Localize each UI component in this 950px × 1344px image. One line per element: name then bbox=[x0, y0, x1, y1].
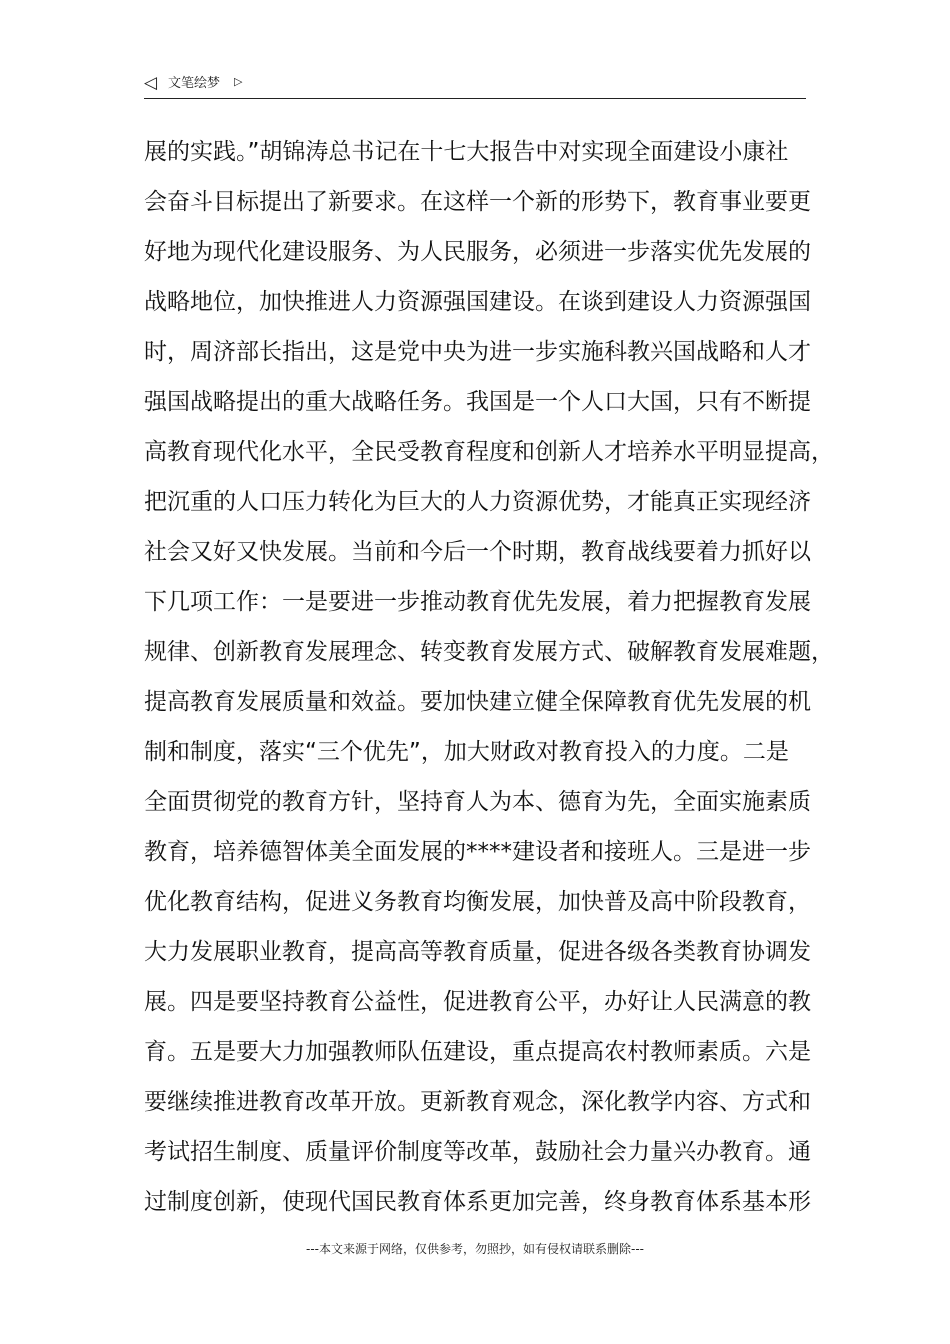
right-triangle-icon: ▷ bbox=[234, 75, 243, 88]
body-line: 育。五是要大力加强教师队伍建设，重点提高农村教师素质。六是 bbox=[144, 1039, 811, 1065]
document-body bbox=[144, 130, 834, 1230]
body-line: 高教育现代化水平，全民受教育程度和创新人才培养水平明显提高， bbox=[144, 439, 834, 465]
body-line: 展的实践。”胡锦涛总书记在十七大报告中对实现全面建设小康社 bbox=[144, 139, 789, 165]
body-line: 大力发展职业教育，提高高等教育质量，促进各级各类教育协调发 bbox=[144, 939, 811, 965]
page-header bbox=[144, 72, 806, 99]
body-line: 提高教育发展质量和效益。要加快建立健全保障教育优先发展的机 bbox=[144, 689, 811, 715]
body-line: 战略地位，加快推进人力资源强国建设。在谈到建设人力资源强国 bbox=[144, 289, 811, 315]
body-line: 下几项工作：一是要进一步推动教育优先发展，着力把握教育发展 bbox=[144, 589, 811, 615]
body-line: 社会又好又快发展。当前和今后一个时期，教育战线要着力抓好以 bbox=[144, 539, 811, 565]
body-line: 过制度创新，使现代国民教育体系更加完善，终身教育体系基本形 bbox=[144, 1189, 811, 1215]
body-line: 展。四是要坚持教育公益性，促进教育公平，办好让人民满意的教 bbox=[144, 989, 811, 1015]
body-line: 教育，培养德智体美全面发展的****建设者和接班人。三是进一步 bbox=[144, 839, 811, 865]
left-triangle-icon: ◁ bbox=[144, 73, 158, 93]
body-line: 全面贯彻党的教育方针，坚持育人为本、德育为先，全面实施素质 bbox=[144, 789, 811, 815]
body-line: 把沉重的人口压力转化为巨大的人力资源优势，才能真正实现经济 bbox=[144, 489, 811, 515]
body-line: 会奋斗目标提出了新要求。在这样一个新的形势下，教育事业要更 bbox=[144, 189, 811, 215]
body-line: 考试招生制度、质量评价制度等改革，鼓励社会力量兴办教育。通 bbox=[144, 1139, 811, 1165]
body-line: 好地为现代化建设服务、为人民服务，必须进一步落实优先发展的 bbox=[144, 239, 811, 265]
header-title: 文笔绘梦 bbox=[168, 76, 221, 91]
body-line: 规律、创新教育发展理念、转变教育发展方式、破解教育发展难题， bbox=[144, 639, 834, 665]
body-line: 制和制度，落实“三个优先”，加大财政对教育投入的力度。二是 bbox=[144, 739, 789, 765]
body-line: 优化教育结构，促进义务教育均衡发展，加快普及高中阶段教育， bbox=[144, 889, 811, 915]
body-line: 时，周济部长指出，这是党中央为进一步实施科教兴国战略和人才 bbox=[144, 339, 811, 365]
body-line: 强国战略提出的重大战略任务。我国是一个人口大国，只有不断提 bbox=[144, 389, 811, 415]
footer-disclaimer: ---本文来源于网络，仅供参考，勿照抄，如有侵权请联系删除--- bbox=[306, 1242, 644, 1256]
body-line: 要继续推进教育改革开放。更新教育观念，深化教学内容、方式和 bbox=[144, 1089, 811, 1115]
